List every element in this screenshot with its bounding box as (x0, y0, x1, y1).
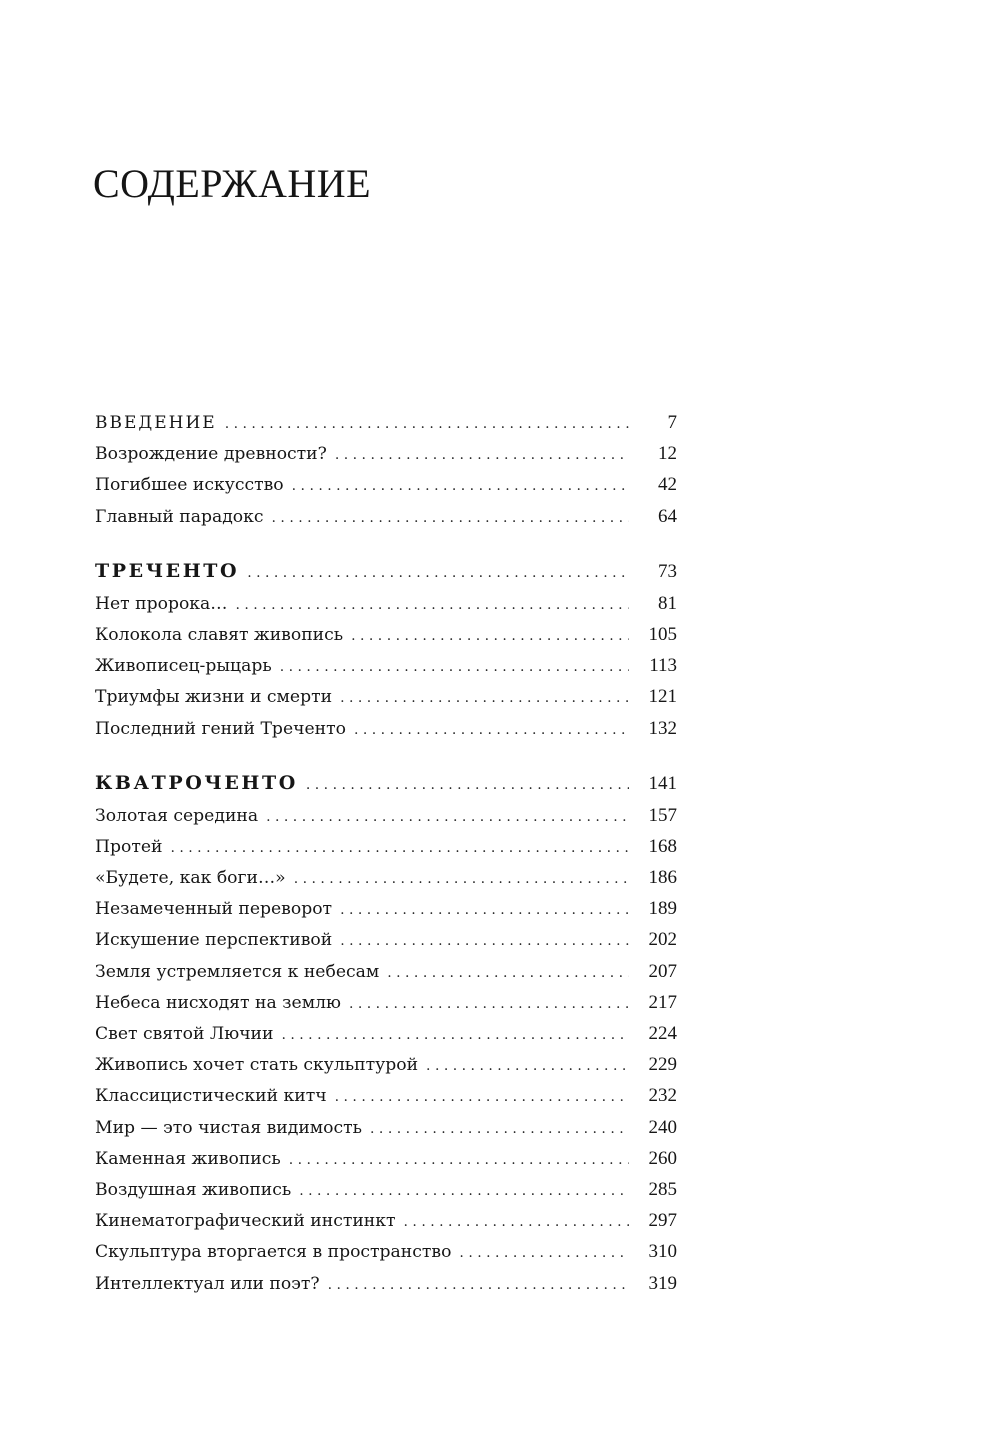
page-number: 217 (648, 991, 677, 1013)
section-heading-label: ТРЕЧЕНТО (95, 559, 240, 582)
toc-section (95, 560, 677, 749)
dot-leader (340, 690, 629, 706)
section-heading (95, 560, 677, 593)
toc-entry (95, 929, 677, 960)
page-number: 42 (658, 474, 677, 496)
page-number: 157 (648, 804, 677, 826)
dot-leader (426, 1058, 629, 1074)
toc-entry (95, 867, 677, 898)
toc-entry (95, 443, 677, 474)
dot-leader (235, 597, 629, 613)
toc-entry (95, 1117, 677, 1148)
toc-entry-label: Кинематографический инстинкт (95, 1211, 396, 1232)
dot-leader (170, 840, 629, 856)
toc-entry (95, 1085, 677, 1116)
page-number: 189 (648, 898, 677, 920)
toc-entry-label: Незамеченный переворот (95, 899, 333, 920)
toc-entry (95, 655, 677, 686)
page-number: 186 (648, 867, 677, 889)
dot-leader (306, 777, 629, 793)
toc-entry-label: Нет пророка… (95, 593, 228, 614)
page-number: 260 (648, 1147, 677, 1169)
toc-entry (95, 1179, 677, 1210)
page-number: 202 (648, 929, 677, 951)
dot-leader (335, 447, 629, 463)
toc-entry (95, 506, 677, 537)
toc-section (95, 772, 677, 1304)
toc-entry-label: «Будете, как боги…» (95, 868, 286, 889)
dot-leader (387, 965, 629, 981)
toc-entry (95, 805, 677, 836)
dot-leader (459, 1245, 629, 1261)
section-heading (95, 412, 677, 443)
toc-entry-label: Золотая середина (95, 805, 259, 826)
toc-entry (95, 624, 677, 655)
toc-entry-label: Воздушная живопись (95, 1179, 292, 1200)
page-number: 81 (658, 592, 677, 614)
toc-entry-label: Главный парадокс (95, 506, 264, 527)
dot-leader (247, 565, 629, 581)
page-number: 232 (648, 1085, 677, 1107)
table-of-contents (95, 412, 677, 1327)
page-number: 229 (648, 1054, 677, 1076)
toc-entry (95, 1148, 677, 1179)
dot-leader (281, 1027, 629, 1043)
toc-entry (95, 898, 677, 929)
page-number: 12 (658, 443, 677, 465)
toc-entry-label: Земля устремляется к небесам (95, 961, 380, 982)
toc-entry-label: Протей (95, 836, 163, 857)
page-number: 105 (648, 623, 677, 645)
page-number: 310 (648, 1241, 677, 1263)
toc-entry-label: Живопись хочет стать скульптурой (95, 1055, 419, 1076)
toc-entry (95, 1241, 677, 1272)
toc-entry (95, 718, 677, 749)
dot-leader (280, 659, 629, 675)
dot-leader (354, 722, 629, 738)
section-heading-label: ВВЕДЕНИЕ (95, 413, 217, 433)
toc-entry-label: Свет святой Лючии (95, 1024, 274, 1044)
dot-leader (292, 478, 629, 494)
toc-entry-label: Мир — это чистая видимость (95, 1117, 363, 1138)
dot-leader (294, 871, 629, 887)
section-heading (95, 772, 677, 805)
dot-leader (328, 1277, 629, 1293)
toc-entry (95, 1023, 677, 1054)
dot-leader (272, 510, 629, 526)
dot-leader (340, 902, 629, 918)
dot-leader (289, 1152, 629, 1168)
toc-section (95, 412, 677, 537)
page-number: 297 (648, 1210, 677, 1232)
toc-entry (95, 593, 677, 624)
toc-entry (95, 686, 677, 717)
dot-leader (370, 1121, 629, 1137)
page-number: 73 (658, 560, 677, 582)
dot-leader (404, 1214, 629, 1230)
page-number: 113 (649, 655, 677, 677)
page-title: СОДЕРЖАНИЕ (93, 161, 372, 206)
toc-entry-label: Триумфы жизни и смерти (95, 687, 333, 708)
toc-entry-label: Небеса нисходят на землю (95, 992, 341, 1013)
dot-leader (299, 1183, 629, 1199)
toc-entry-label: Возрождение древности? (95, 444, 327, 465)
toc-entry-label: Классицистический китч (95, 1086, 327, 1107)
toc-entry-label: Живописец-рыцарь (95, 656, 272, 677)
toc-entry (95, 992, 677, 1023)
toc-entry (95, 1054, 677, 1085)
toc-entry-label: Скульптура вторгается в пространство (95, 1242, 452, 1263)
page-number: 7 (667, 412, 677, 433)
dot-leader (335, 1089, 629, 1105)
toc-entry-label: Каменная живопись (95, 1148, 281, 1169)
toc-entry (95, 474, 677, 505)
dot-leader (349, 996, 629, 1012)
toc-entry (95, 1210, 677, 1241)
toc-entry-label: Последний гений Треченто (95, 718, 346, 739)
toc-entry-label: Колокола славят живопись (95, 624, 344, 645)
section-heading-label: КВАТРОЧЕНТО (95, 771, 298, 794)
dot-leader (225, 416, 629, 432)
toc-entry (95, 836, 677, 867)
toc-entry-label: Интеллектуал или поэт? (95, 1273, 320, 1294)
page-number: 285 (648, 1178, 677, 1200)
page-number: 141 (648, 772, 677, 794)
page-number: 132 (648, 717, 677, 739)
page-number: 121 (648, 686, 677, 708)
page-number: 64 (658, 505, 677, 527)
toc-entry-label: Искушение перспективой (95, 930, 333, 951)
dot-leader (351, 628, 629, 644)
dot-leader (340, 933, 629, 949)
page-number: 207 (648, 960, 677, 982)
page-number: 168 (648, 835, 677, 857)
page-number: 240 (648, 1116, 677, 1138)
page-number: 319 (648, 1272, 677, 1294)
toc-entry (95, 1273, 677, 1304)
toc-entry (95, 961, 677, 992)
dot-leader (266, 809, 629, 825)
toc-entry-label: Погибшее искусство (95, 475, 284, 496)
page-number: 224 (648, 1023, 677, 1044)
